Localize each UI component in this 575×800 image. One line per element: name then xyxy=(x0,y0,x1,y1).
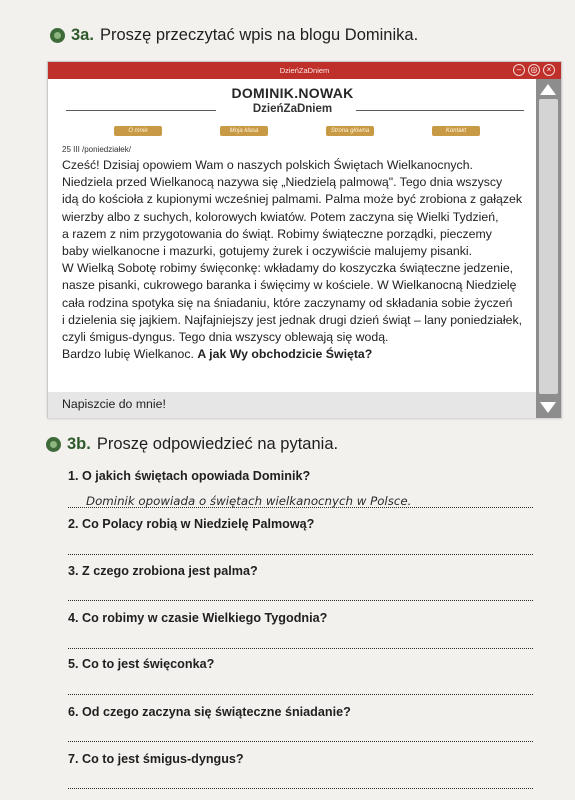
post-date: 25 III /poniedziałek/ xyxy=(62,145,131,154)
answer-2-line[interactable] xyxy=(68,554,533,555)
post-line: cała rodzina spotyka się na śniadaniu, które zaczynamy od składania sobie życzeń xyxy=(62,295,513,310)
question-4: 4. Co robimy w czasie Wielkiego Tygodnia? xyxy=(68,611,328,625)
blog-name: DOMINIK.NOWAK xyxy=(231,85,354,101)
exercise-3a-heading xyxy=(50,26,418,45)
nav-contact[interactable]: Kontakt xyxy=(432,126,480,136)
nav-home[interactable]: Strona główna xyxy=(326,126,374,136)
close-icon[interactable]: × xyxy=(543,64,555,76)
blog-window xyxy=(47,61,562,418)
post-closing xyxy=(62,346,532,363)
post-line: idą do kościoła z kupionymi wcześniej palmami. Palma może być zrobiona z gałązek xyxy=(62,192,522,207)
blog-post xyxy=(62,157,532,363)
nav-my-class[interactable]: Moja klasa xyxy=(220,126,268,136)
scroll-up-icon[interactable] xyxy=(540,84,556,95)
closing-question: A jak Wy obchodzicie Święta? xyxy=(197,347,373,362)
closing-text: Bardzo lubię Wielkanoc. xyxy=(62,347,194,362)
answer-3-line[interactable] xyxy=(68,600,533,601)
post-line: nasze pisanki, cukrowego baranka i święcimy w kościele. W Wielkanocną Niedzielę xyxy=(62,278,517,293)
window-title: DzieńZaDniem xyxy=(279,66,330,75)
exercise-number: 3a. xyxy=(71,26,94,44)
post-line: W Wielką Sobotę robimy święconkę: wkładamy do koszyczka świąteczne jedzenie, xyxy=(62,261,514,276)
answer-4-line[interactable] xyxy=(68,648,533,649)
exercise-3b-heading xyxy=(46,435,338,454)
post-line: Niedziela przed Wielkanocą nazywa się „Niedzielą palmową". Tego dnia wszyscy xyxy=(62,175,503,190)
exercise-number: 3b. xyxy=(67,435,91,453)
answer-1-line[interactable] xyxy=(68,507,533,508)
nav-about[interactable]: O mnie xyxy=(114,126,162,136)
scrollbar[interactable] xyxy=(536,79,561,418)
blog-subtitle: DzieńZaDniem xyxy=(252,103,333,115)
question-7: 7. Co to jest śmigus-dyngus? xyxy=(68,752,244,766)
blog-nav xyxy=(48,126,537,138)
window-titlebar xyxy=(48,62,561,79)
post-footer xyxy=(48,392,537,418)
bullet-icon xyxy=(50,28,65,43)
question-3: 3. Z czego zrobiona jest palma? xyxy=(68,564,258,578)
minimize-icon[interactable]: – xyxy=(513,64,525,76)
restore-icon[interactable]: ◎ xyxy=(528,64,540,76)
post-line: Cześć! Dzisiaj opowiem Wam o naszych polskich Świętach Wielkanocnych. xyxy=(62,158,473,172)
post-line: wierzby albo z suchych, kolorowych kwiatów. Potem zaczyna się Wielki Tydzień, xyxy=(62,209,499,224)
exercise-instruction: Proszę przeczytać wpis na blogu Dominika. xyxy=(99,26,419,44)
post-line: baby wielkanocne i mazurki, gotujemy żurek i oczywiście malujemy pisanki. xyxy=(62,244,473,259)
window-controls xyxy=(513,64,555,76)
question-5: 5. Co to jest święconka? xyxy=(68,657,215,671)
exercise-instruction: Proszę odpowiedzieć na pytania. xyxy=(96,435,339,453)
answer-7-line[interactable] xyxy=(68,788,533,789)
question-2: 2. Co Polacy robią w Niedzielę Palmową? xyxy=(68,517,315,531)
scroll-thumb[interactable] xyxy=(539,99,558,394)
post-line: i dzielenia się jajkiem. Najfajniejszy jest jednak drugi dzień świąt – lany poniedziałek, xyxy=(62,312,523,327)
question-6: 6. Od czego zaczyna się świąteczne śniadanie? xyxy=(68,705,351,719)
answer-1-text: Dominik opowiada o świętach wielkanocnych w Polsce. xyxy=(86,494,412,508)
question-1: 1. O jakich świętach opowiada Dominik? xyxy=(68,469,311,483)
post-line: czyli śmigus-dyngus. Tego dnia wszyscy oblewają się wodą. xyxy=(62,330,389,345)
bullet-icon xyxy=(46,437,61,452)
post-last-line: Napiszcie do mnie! xyxy=(62,397,166,411)
answer-6-line[interactable] xyxy=(68,741,533,742)
blog-content xyxy=(48,79,537,418)
answer-5-line[interactable] xyxy=(68,694,533,695)
scroll-down-icon[interactable] xyxy=(540,402,556,413)
post-line: a razem z nim przygotowania do świąt. Robimy świąteczne porządki, pieczemy xyxy=(62,226,492,241)
